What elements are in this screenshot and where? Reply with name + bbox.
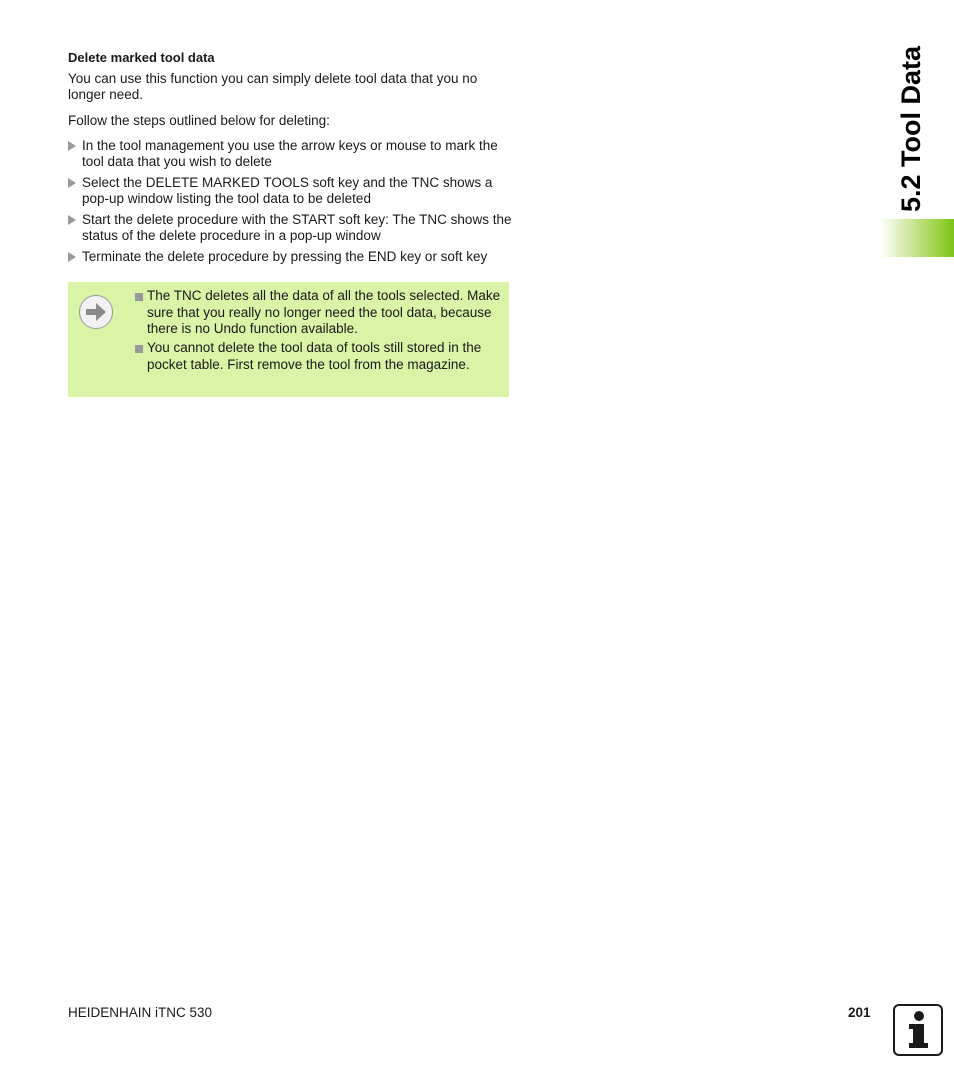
- square-bullet-icon: [135, 293, 143, 301]
- section-tab: [880, 219, 954, 257]
- step-item: [68, 138, 518, 170]
- section-heading: Delete marked tool data: [68, 50, 215, 65]
- step-text: In the tool management you use the arrow keys or mouse to mark the tool data that you wish to delete: [82, 138, 498, 169]
- page-number: 201: [848, 1005, 871, 1020]
- square-bullet-icon: [135, 345, 143, 353]
- triangle-bullet-icon: [68, 215, 76, 225]
- section-title: 5.2 Tool Data: [896, 45, 926, 212]
- triangle-bullet-icon: [68, 178, 76, 188]
- info-icon: [893, 1004, 943, 1056]
- intro-paragraph: You can use this function you can simply delete tool data that you no longer need.: [68, 71, 478, 102]
- arrow-right-icon: [79, 295, 113, 329]
- step-item: [68, 212, 518, 244]
- note-box: [68, 282, 509, 397]
- note-text: You cannot delete the tool data of tools still stored in the pocket table. First remove the tool from the magazine.: [147, 340, 482, 372]
- note-item: [135, 340, 505, 373]
- step-item: [68, 249, 528, 265]
- note-item: [135, 288, 505, 338]
- step-text: Select the DELETE MARKED TOOLS soft key and the TNC shows a pop-up window listing the tool data to be deleted: [82, 175, 493, 206]
- step-text: Terminate the delete procedure by pressing the END key or soft key: [82, 249, 488, 264]
- follow-paragraph: Follow the steps outlined below for deleting:: [68, 113, 330, 128]
- step-item: [68, 175, 518, 207]
- footer-product: HEIDENHAIN iTNC 530: [68, 1005, 213, 1020]
- triangle-bullet-icon: [68, 141, 76, 151]
- step-text: Start the delete procedure with the START soft key: The TNC shows the status of the delete procedure in a pop-up window: [82, 212, 512, 243]
- note-text: The TNC deletes all the data of all the tools selected. Make sure that you really no longer need the tool data, because there is no Undo function available.: [147, 288, 501, 336]
- triangle-bullet-icon: [68, 252, 76, 262]
